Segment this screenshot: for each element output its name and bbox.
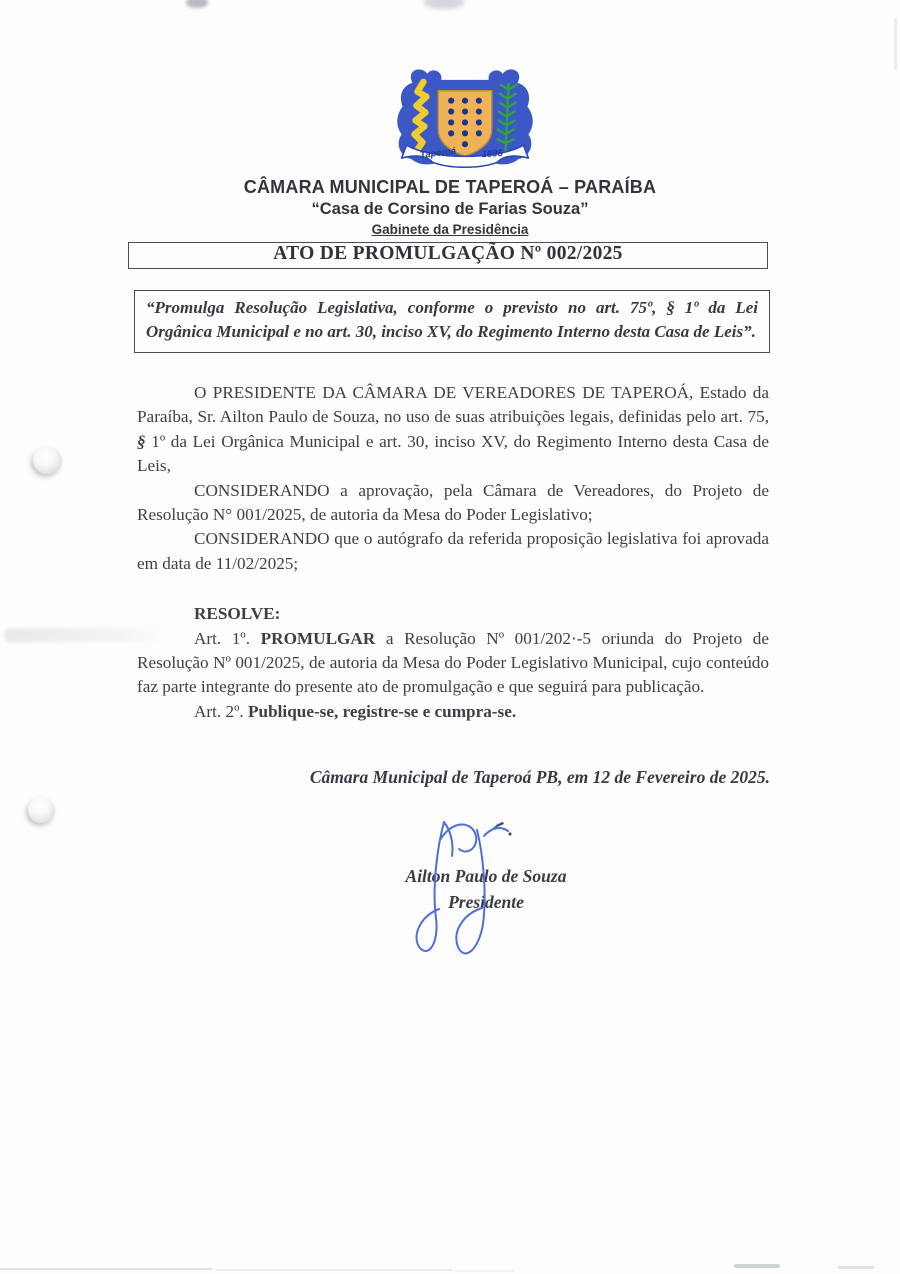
document-title: ATO DE PROMULGAÇÃO Nº 002/2025 — [128, 242, 768, 269]
article-2-paragraph — [137, 700, 769, 724]
coat-of-arms-graphic — [390, 64, 540, 168]
article-1-paragraph — [137, 627, 769, 700]
article-1-text: a Resolução Nº 001/202·-5 oriunda do Projeto de Resolução Nº 001/2025, de autoria da Mesa do Poder Legislativo Municipal, cujo conteúdo faz parte integrante do presente ato de promulgação e que seguirá para publicação. — [137, 628, 770, 697]
epigraph-summary: “Promulga Resolução Legislativa, conforme o previsto no art. 75º, § 1º da Lei Orgânica Municipal e no art. 30, inciso XV, do Regimento Interno desta Casa de Leis”. — [134, 290, 770, 353]
letterhead — [0, 177, 900, 237]
handwritten-signature — [398, 816, 538, 966]
signer-role: Presidente — [448, 892, 524, 912]
signature-ink-strokes — [398, 816, 538, 966]
article-2-command: Publique-se, registre-se e cumpra-se. — [248, 701, 517, 721]
municipal-coat-of-arms — [390, 64, 540, 168]
office-name: Gabinete da Presidência — [371, 222, 529, 237]
article-2-label: Art. 2º. — [194, 701, 249, 721]
document-body — [137, 381, 769, 724]
signer-name: Ailton Paulo de Souza — [405, 866, 567, 886]
considerando-2-paragraph: CONSIDERANDO que o autógrafo da referida proposição legislativa foi aprovada em data de 11/02/2025; — [137, 529, 769, 573]
punch-hole-artifact-lower — [28, 797, 55, 823]
scan-line-bottom-2 — [215, 1269, 453, 1271]
logo-banner-name: Taperoá — [419, 144, 457, 161]
logo-banner-year: 1886 — [481, 147, 503, 160]
preamble-text-2: 1º da Lei Orgânica Municipal e art. 30, inciso XV, do Regimento Interno desta Casa de Leis, — [137, 431, 769, 476]
scan-line-bottom-4 — [734, 1264, 780, 1268]
scan-smudge-top-center — [424, 0, 464, 9]
organization-name: CÂMARA MUNICIPAL DE TAPEROÁ – PARAÍBA — [243, 177, 657, 197]
preamble-paragraph — [137, 381, 769, 479]
article-1-verb: PROMULGAR — [260, 628, 376, 648]
place-and-date-line: Câmara Municipal de Taperoá PB, em 12 de Fevereiro de 2025. — [309, 767, 770, 787]
scan-smudge-top-left — [186, 0, 208, 8]
punch-hole-artifact-upper — [33, 447, 62, 474]
article-1-label: Art. 1º. — [194, 628, 261, 648]
scan-line-bottom-5 — [838, 1266, 874, 1269]
scan-line-bottom-1 — [0, 1268, 212, 1270]
scan-line-bottom-3 — [455, 1270, 515, 1272]
preamble-text-1: O PRESIDENTE DA CÂMARA DE VEREADORES DE TAPEROÁ, Estado da Paraíba, Sr. Ailton Paulo de Souza, no uso de suas atribuições legais, definidas pelo art. 75, — [137, 383, 769, 427]
section-sign: § — [137, 431, 146, 451]
considerando-1-paragraph: CONSIDERANDO a aprovação, pela Câmara de Vereadores, do Projeto de Resolução N° 001/2025, de autoria da Mesa do Poder Legislativo; — [137, 480, 769, 525]
scan-streak-right-edge — [894, 18, 897, 70]
resolve-heading: RESOLVE: — [194, 604, 281, 624]
organization-motto: “Casa de Corsino de Farias Souza” — [311, 200, 589, 218]
